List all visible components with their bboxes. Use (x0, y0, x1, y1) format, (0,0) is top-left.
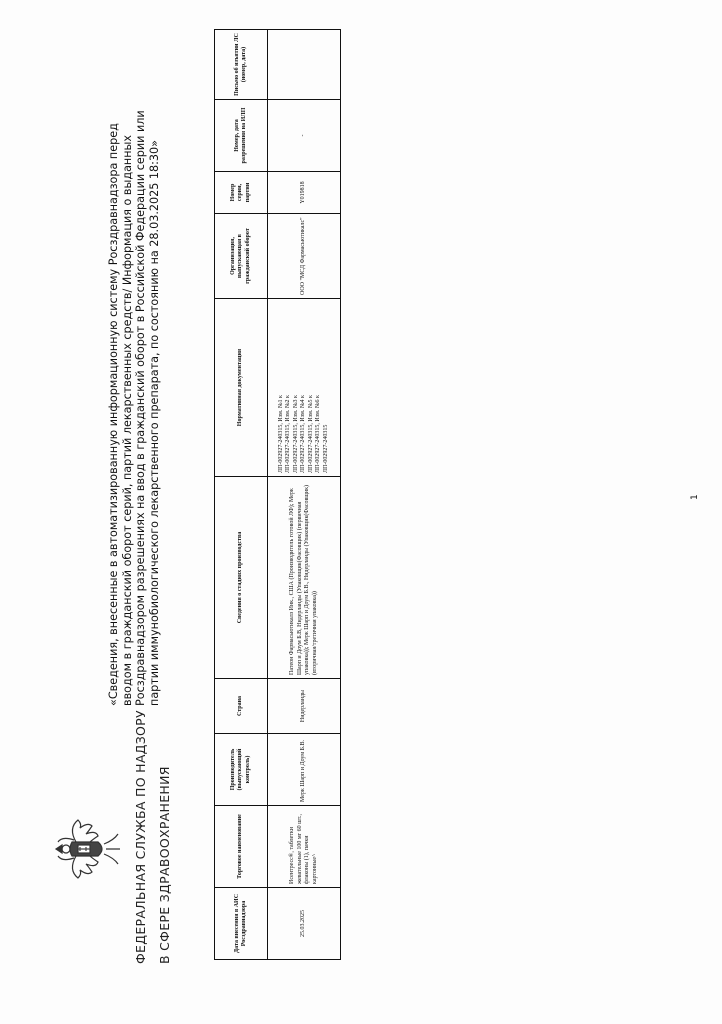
header-producer: Производитель (выпускающий контроль) (215, 734, 268, 806)
norm-line: ЛП-002927-240315, Изм. №3 к (292, 395, 299, 473)
eagle-emblem-icon (48, 814, 128, 884)
cell-series: Y019818 (268, 172, 341, 214)
header-normative-docs: Нормативная документация (215, 299, 268, 477)
header-production-stages: Сведения о стадиях производства (215, 477, 268, 679)
norm-line: ЛП-002927-240315, Изм. №5 к (307, 395, 314, 473)
header-date: Дата внесения в АИС Росздравнадзора (215, 888, 268, 960)
header-series: Номер серии, партии (215, 172, 268, 214)
cell-production-stages: Патеон Фармасьютикалз Инк., США (Производитель готовой ЛФ); Мерк Шарп и Доум Б.В, Нидерланды (Упаковщик(Фасовщик) (первичная упаковка)); Мерк Шарп и Доум Б.В., Нидерланды (Упаковщик(Фасовщик) (вторичная/третичная упаковка)) (268, 477, 341, 679)
header-trade-name: Торговое наименование (215, 806, 268, 888)
norm-line: ЛП-002927-240315, Изм. №4 к (300, 395, 307, 473)
page-number: 1 (690, 494, 700, 500)
cell-trade-name: Исентресс®, таблетки жевательные 100 мг 60 шт., флаконы (1), пачки картонные^ (268, 806, 341, 888)
agency-name-line2: В СФЕРЕ ЗДРАВООХРАНЕНИЯ (157, 766, 172, 964)
cell-country: Нидерланды (268, 679, 341, 734)
header-country: Страна (215, 679, 268, 734)
cell-producer: Мерк Шарп и Доум Б.В. (268, 734, 341, 806)
agency-name-line1: ФЕДЕРАЛЬНАЯ СЛУЖБА ПО НАДЗОРУ (133, 710, 148, 964)
cell-date: 25.03.2025 (268, 888, 341, 960)
norm-line: ЛП-002927-240315, Изм. №2 к (285, 395, 292, 473)
cell-withdrawal-letter (268, 30, 341, 100)
registry-table (214, 29, 341, 960)
norm-line: ЛП-002927-240315 (322, 424, 329, 473)
header-permit: Номер, дата разрешения на ИЛП (215, 100, 268, 172)
document-heading: «Сведения, внесенные в автоматизированную информационную систему Росздравнадзора перед вводом в гражданский оборот серий, партий лекарственных средств/ Информация о выданных Росздравнадзором разрешениях на ввод в гражданский оборот в Российской Федерации серии или партии иммунобиологического лекарственного препарата, по состоянию на 28.03.2025 18:30» (107, 110, 162, 706)
header-withdrawal-letter: Письмо об изъятии ЛС (номер, дата) (215, 30, 268, 100)
table-header-row (215, 30, 268, 960)
norm-line: ЛП-002927-240315, Изм. №1 к (277, 395, 284, 473)
header-organization: Организация, выпускающая в гражданский оборот (215, 214, 268, 299)
table-row (268, 30, 341, 960)
cell-permit: - (268, 100, 341, 172)
cell-organization: ООО "МСД Фармасьютикалс" (268, 214, 341, 299)
norm-line: ЛП-002927-240315, Изм. №6 к (315, 395, 322, 473)
cell-normative-docs (268, 299, 341, 477)
